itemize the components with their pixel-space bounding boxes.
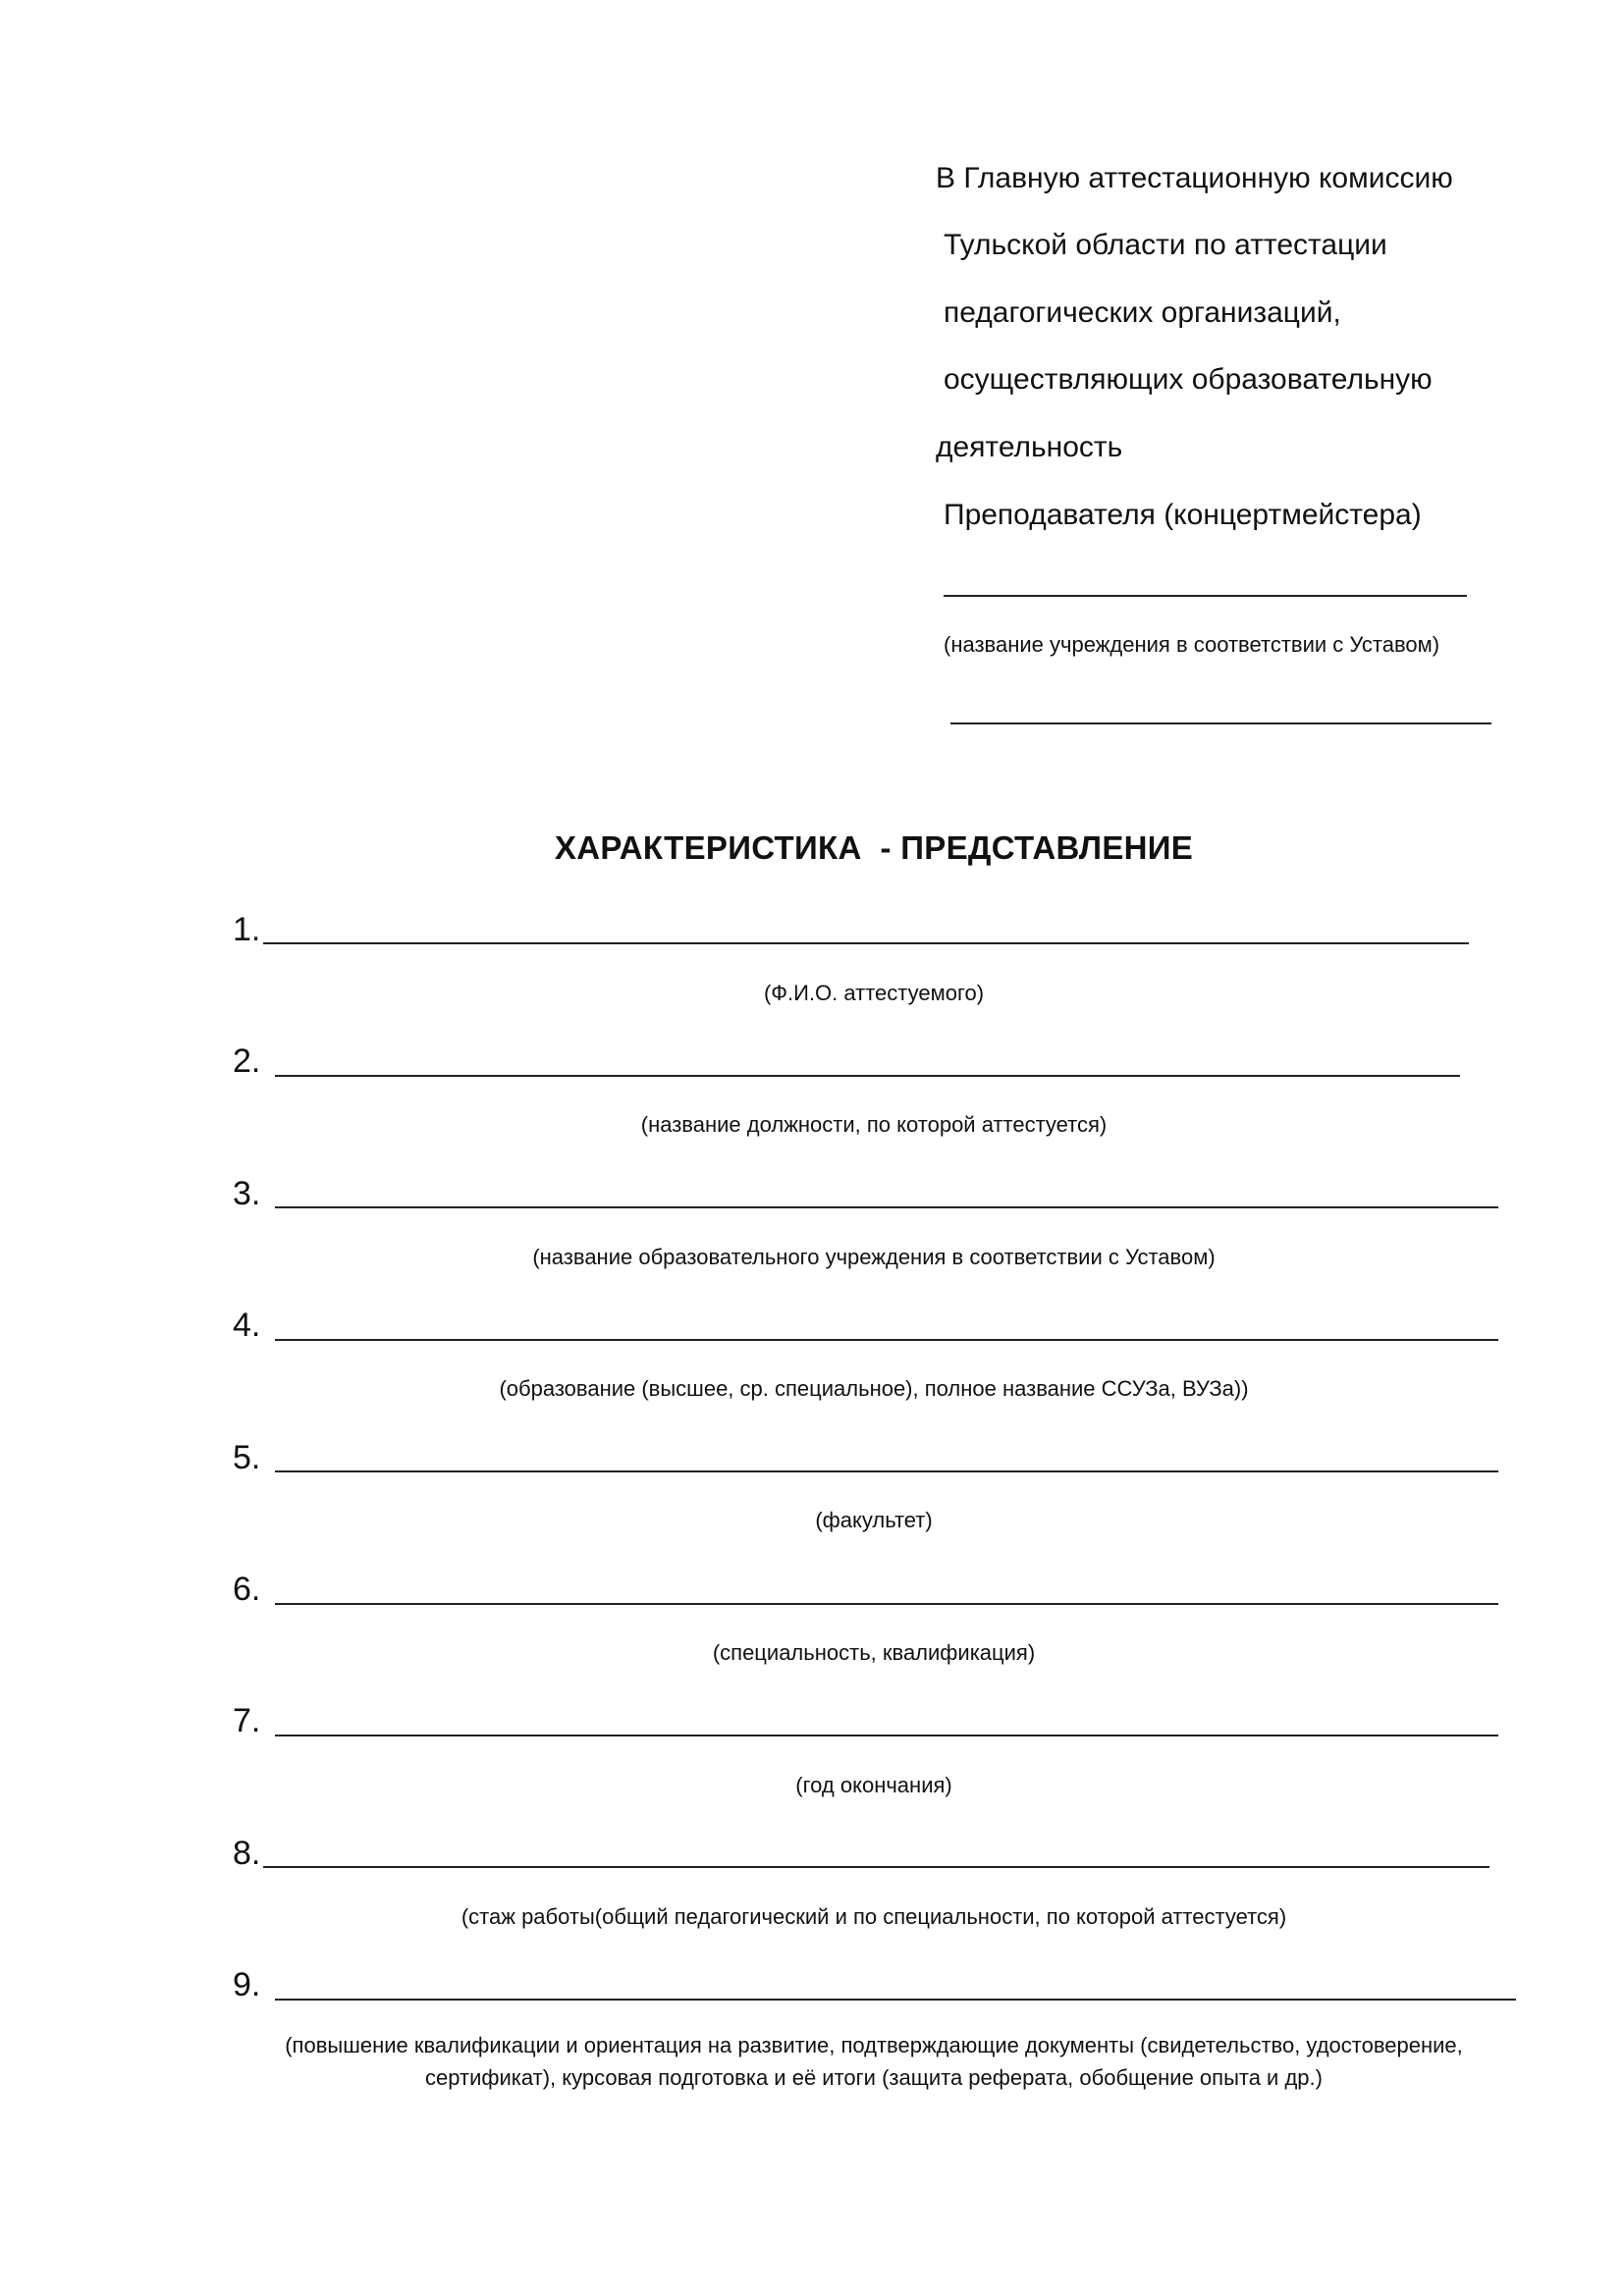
- field-specialty-line: [275, 1603, 1498, 1605]
- field-experience-line: [263, 1866, 1489, 1868]
- field-institution-line: [275, 1206, 1498, 1208]
- field-faculty-line: [275, 1470, 1498, 1472]
- field-fio-line: [263, 942, 1469, 944]
- addressee-line: Преподавателя (концертмейстера): [944, 499, 1422, 531]
- field-caption: (стаж работы(общий педагогический и по специальности, по которой аттестуется): [460, 1904, 1287, 1929]
- field-number: 4.: [233, 1307, 261, 1344]
- field-caption: (повышение квалификации и ориентация на развитие, подтверждающие документы (свидетельство, удостоверение, сертификат), курсовая подготовка и её итоги (защита реферата, обобщение опыта и др.): [285, 2033, 1463, 2090]
- field-number: 7.: [233, 1702, 261, 1739]
- institution-blank-line: [944, 595, 1467, 597]
- institution-note: (название учреждения в соответствии с Уставом): [944, 632, 1440, 657]
- addressee-line: осуществляющих образовательную: [944, 363, 1433, 396]
- field-caption: (специальность, квалификация): [712, 1640, 1036, 1665]
- field-number: 5.: [233, 1439, 261, 1476]
- field-caption: (факультет): [815, 1508, 933, 1532]
- field-number: 3.: [233, 1175, 261, 1212]
- addressee-line: Тульской области по аттестации: [944, 229, 1387, 261]
- extra-blank-line: [950, 722, 1491, 724]
- addressee-line: педагогических организаций,: [944, 296, 1341, 329]
- field-qualification-line: [275, 1999, 1516, 2001]
- field-number: 1.: [233, 911, 261, 948]
- field-caption: (название должности, по которой аттестуется): [640, 1112, 1108, 1137]
- field-caption: (год окончания): [795, 1773, 952, 1797]
- field-graduation-year-line: [275, 1735, 1498, 1736]
- field-education-line: [275, 1339, 1498, 1341]
- field-caption: (Ф.И.О. аттестуемого): [763, 981, 985, 1005]
- field-position-line: [275, 1075, 1460, 1077]
- document-title: ХАРАКТЕРИСТИКА - ПРЕДСТАВЛЕНИЕ: [554, 829, 1194, 866]
- addressee-line: В Главную аттестационную комиссию: [936, 162, 1453, 194]
- field-number: 9.: [233, 1966, 261, 2003]
- field-number: 8.: [233, 1835, 261, 1872]
- field-caption: (название образовательного учреждения в соответствии с Уставом): [532, 1245, 1216, 1269]
- field-caption: (образование (высшее, ср. специальное), полное название ССУЗа, ВУЗа)): [499, 1376, 1249, 1401]
- addressee-line: деятельность: [936, 431, 1123, 463]
- field-number: 6.: [233, 1571, 261, 1608]
- field-number: 2.: [233, 1042, 261, 1080]
